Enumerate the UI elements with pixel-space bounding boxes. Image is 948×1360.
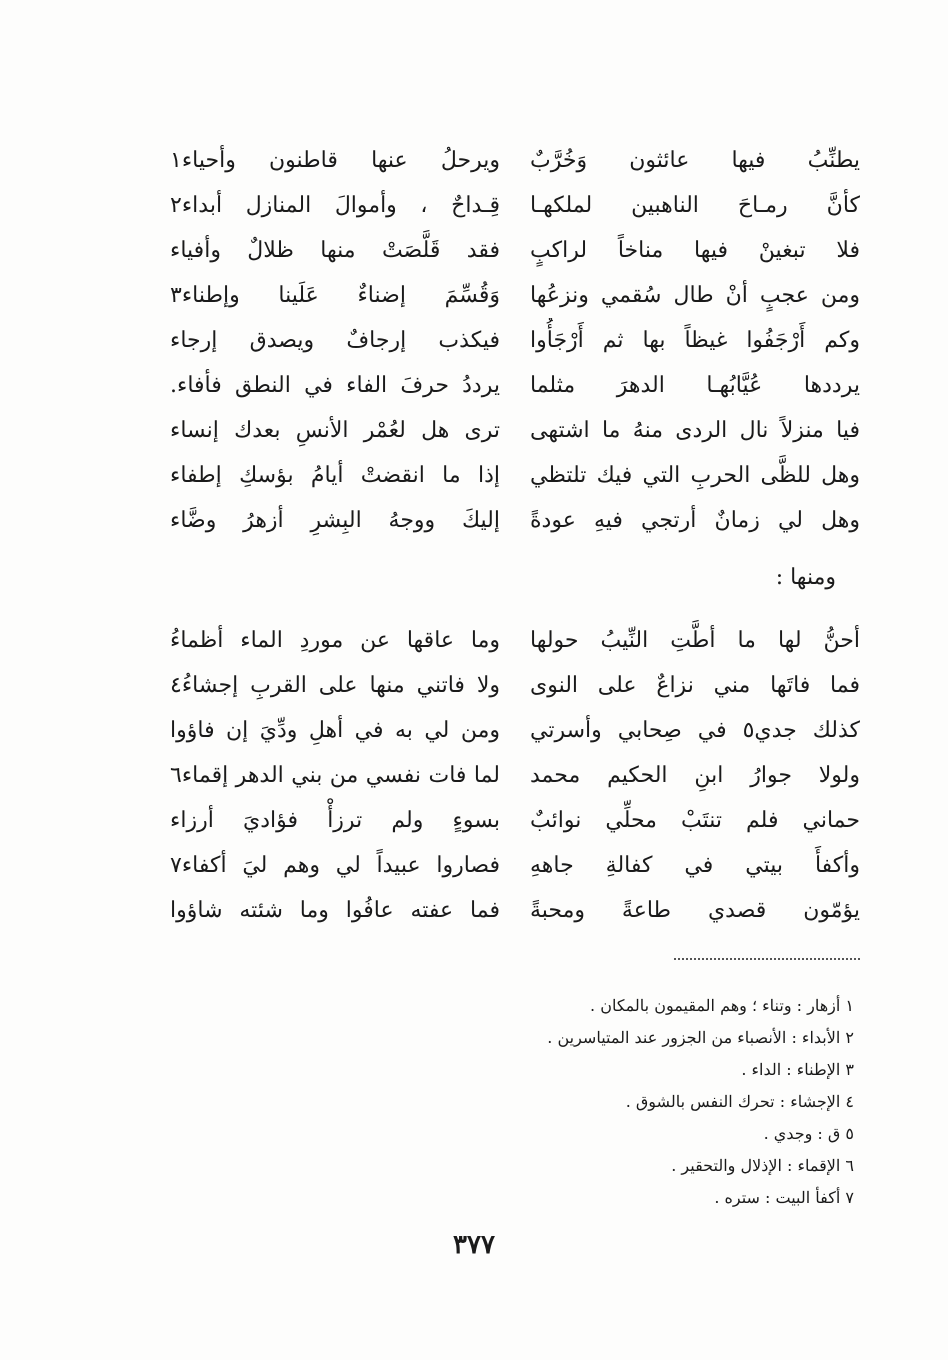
verse-line [170,798,860,843]
verse-line [170,363,860,408]
verse-line [170,708,860,753]
verse-first-hemistich: فما فاتَها مني نزاعٌ على النوى [530,673,860,698]
footnote: ٢ الأبداء : الأنصباء من الجزور عند المتياسرين . [547,1028,854,1047]
verse-first-hemistich: كذلك جدي٥ في صِحابي وأسرتي [530,718,860,743]
verse-second-hemistich: فقد قَلَّصَتْ منها ظلالٌ وأفياء [170,238,500,263]
verse-second-hemistich: فما عفته عافُوا وما شئته شاؤوا [170,898,500,923]
verse-second-hemistich: فصاروا عبيداً لي وهم ليَ أكفاء٧ [170,853,500,878]
verse-line [170,228,860,273]
verse-line [170,453,860,498]
verse-line [170,888,860,933]
verse-first-hemistich: يرددها عُيَّابُهـا الدهرَ مثلما [530,373,860,398]
verse-second-hemistich: ويرحلُ عنها قاطنون وأحياء١ [170,148,500,173]
verse-line [170,183,860,228]
verse-second-hemistich: إليكَ ووجهُ البِشرِ أزهرُ وضَّاء [170,508,500,533]
poem-stanza-2 [170,618,860,933]
verse-first-hemistich: يؤمّون قصدي طاعةً ومحبةً [530,898,860,923]
verse-line [170,273,860,318]
verse-second-hemistich: وما عاقها عن موردِ الماء أظماءُ [170,628,500,653]
verse-line [170,663,860,708]
verse-first-hemistich: وكم أَرْجَفُوا غيظاً بها ثم أَرْجَأُوا [530,328,860,353]
verse-first-hemistich: ومن عجبٍ أنْ طال سُقمي ونزعُها [530,283,860,308]
verse-first-hemistich: فلا تبغينْ فيها مناخاً لراكبٍ [530,238,860,263]
verse-line [170,318,860,363]
verse-first-hemistich: ولولا جوارُ ابنِ الحكيم محمد [530,763,860,788]
footnotes [294,990,854,1214]
verse-line [170,843,860,888]
verse-second-hemistich: فيكذب إرجافٌ ويصدق إرجاء [170,328,500,353]
footnote: ٧ أكفأ البيت : ستره . [714,1188,854,1207]
footnote: ٤ الإجشاء : تحرك النفس بالشوق . [625,1092,854,1111]
verse-second-hemistich: لما فات نفسي من بني الدهر إقماء٦ [170,763,500,788]
verse-first-hemistich: أحنُّ لها ما أطَّتِ النِّيبُ حولها [530,628,860,653]
verse-line [170,408,860,453]
verse-first-hemistich: كأنَّ رمـاحَ الناهبين لملكهـا [530,193,860,218]
verse-second-hemistich: ولا فاتني منها على القربِ إجشاءُ٤ [170,673,500,698]
verse-first-hemistich: وهل لي زمانٌ أرتجي فيهِ عودةً [530,508,860,533]
footnote: ٦ الإقماء : الإذلال والتحقير . [671,1156,854,1175]
verse-first-hemistich: حماني فلم تنتَبْ محلِّي نوائبٌ [530,808,860,833]
verse-second-hemistich: يرددُ حرفَ الفاء في النطق فأفاء. [170,373,500,398]
verse-second-hemistich: بسوءٍ ولم ترزأْ فؤاديَ أرزاء [170,808,500,833]
verse-line [170,618,860,663]
verse-line [170,138,860,183]
verse-second-hemistich: وَقُسِّمَ إضناءٌ عَلَينا وإطناء٣ [170,283,500,308]
verse-first-hemistich: وهل للظَّى الحربِ التي فيك تلتظي [530,463,860,488]
verse-second-hemistich: قِـداحٌ ، وأموالَ المنازل أبداء٢ [170,193,500,218]
section-heading: ومنها : [775,565,836,590]
footnote: ٥ ق : وجدي . [763,1124,854,1143]
verse-first-hemistich: وأكفأَ بيتي في كفالةِ جاههِ [530,853,860,878]
verse-first-hemistich: فيا منزلاً نال الردى منهُ ما اشتهى [530,418,860,443]
verse-line [170,498,860,543]
footnote: ٣ الإطناء : الداء . [741,1060,854,1079]
verse-second-hemistich: ومن لي به في أهلِ ودِّيَ إن فاؤوا [170,718,500,743]
footnote: ١ أزهار : وتناء ؛ وهم المقيمون بالمكان . [590,996,854,1015]
footnote-divider [674,958,860,960]
page-number: ٣٧٧ [453,1230,495,1260]
verse-second-hemistich: إذا ما انقضتْ أيامُ بؤسكِ إطفاء [170,463,500,488]
poem-stanza-1 [170,138,860,543]
verse-line [170,753,860,798]
verse-first-hemistich: يطنِّبُ فيها عائثون وَخُرَّبٌ [530,148,860,173]
verse-second-hemistich: ترى هل لعُمْر الأنسِ بعدك إنساء [170,418,500,443]
